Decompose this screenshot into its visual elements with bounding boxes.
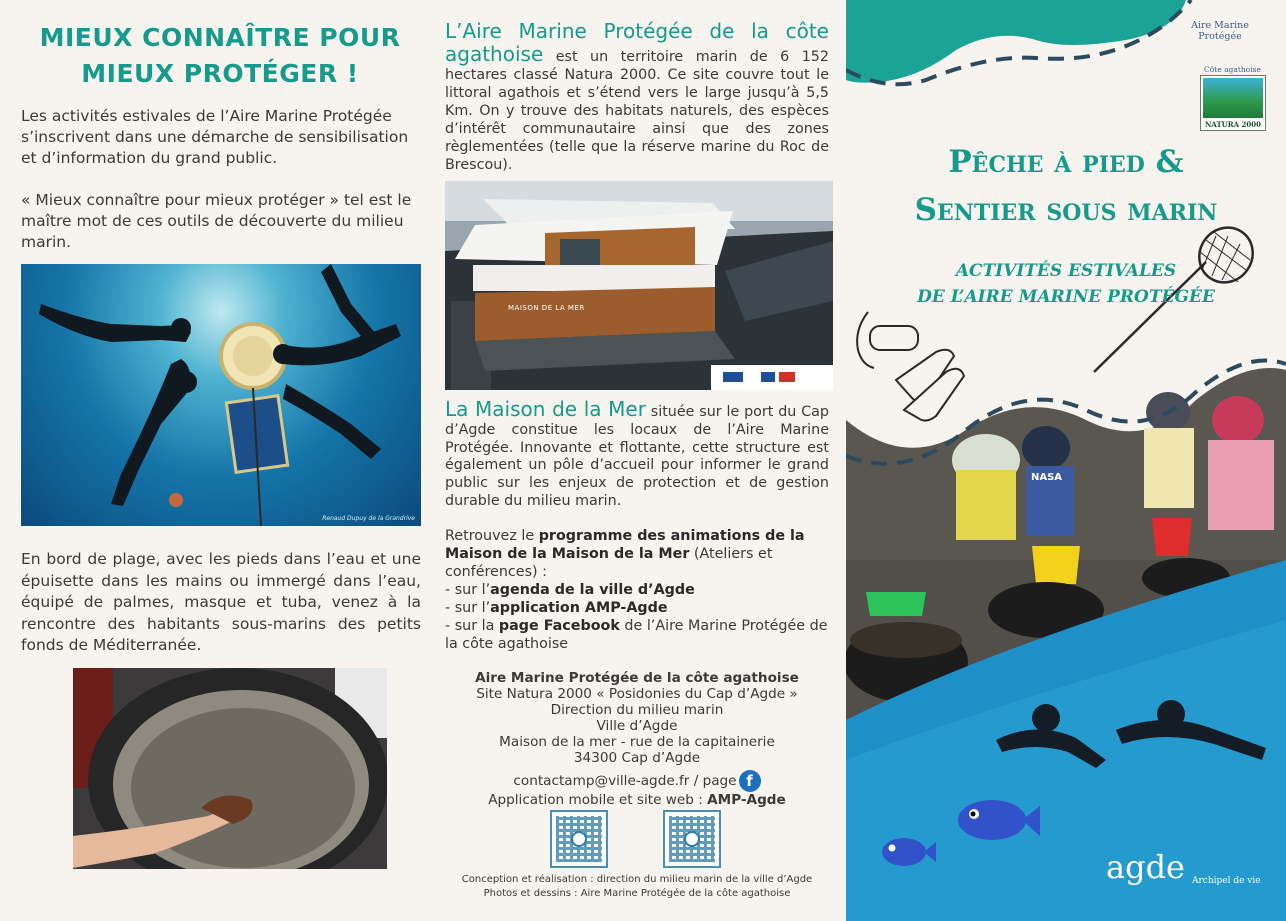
flippers-icon (896, 350, 964, 421)
photo-credit: Renaud Dupuy de la Grandrive (322, 515, 415, 522)
panel-middle (440, 0, 846, 921)
cote-agathoise-logo-text: Côte agathoise (1204, 65, 1261, 74)
bucket-illustration (73, 668, 387, 869)
contact-org: Aire Marine Protégée de la côte agathoise (475, 670, 799, 686)
app-name: AMP-Agde (707, 792, 786, 808)
divers-illustration (21, 264, 421, 526)
qr-center-logo (571, 831, 587, 847)
panel1-bottom-text: En bord de plage, avec les pieds dans l’eau et une épuisette dans les mains ou immergé dans l’eau, équipé de palmes, masque et tuba, venez à la rencontre des habitants sous-marins des petits fonds de Méditerranée. (21, 550, 421, 654)
qr-center-logo (684, 831, 700, 847)
program-text-1: Retrouvez le (445, 528, 539, 544)
contact-line-3: Ville d’Agde (596, 718, 678, 734)
cover-subtitle-line-2: DE L’AIRE MARINE PROTÉGÉE (917, 287, 1215, 307)
panel-left (0, 0, 440, 921)
panel1-intro (21, 106, 421, 253)
intro-paragraph-2: « Mieux connaître pour mieux protéger » tel est le maître mot de ces outils de découverte du milieu marin. (21, 191, 412, 251)
panel1-title: MIEUX CONNAÎTRE POUR MIEUX PROTÉGER ! (39, 23, 401, 88)
intro-paragraph-1: Les activités estivales de l’Aire Marine Protégée s’inscrivent dans une démarche de sensibilisation et d’information du grand public. (21, 107, 409, 167)
amp-description (445, 20, 829, 174)
agde-tagline: Archipel de vie (1192, 876, 1261, 886)
divers-photo (21, 264, 421, 526)
credits-line-2: Photos et dessins : Aire Marine Protégée de la côte agathoise (483, 888, 791, 899)
natura-2000-label: NATURA 2000 (1205, 120, 1261, 129)
cap-nasa-text: NASA (1031, 472, 1063, 483)
contact-line-5: 34300 Cap d’Agde (573, 750, 701, 766)
snorkel-mask-icon (857, 312, 918, 368)
amp-lead-text: L’Aire Marine Protégée de la côte agathoise (445, 19, 829, 66)
bucket-photo (73, 668, 387, 869)
credits (445, 873, 829, 901)
cover-subtitle-line-1: ACTIVITÉS ESTIVALES (955, 261, 1177, 281)
facebook-icon[interactable]: f (739, 770, 761, 792)
list-item-facebook: page Facebook (498, 618, 620, 634)
contact-line-4: Maison de la mer - rue de la capitainerie (499, 734, 775, 750)
app-label: Application mobile et site web : (488, 792, 708, 808)
program-text-2: programme des animations de la Maison de la Maison de la Mer (445, 528, 805, 562)
contact-email[interactable]: contactamp@ville-agde.fr / page (513, 773, 737, 789)
natura-2000-logo (1200, 75, 1266, 131)
contact-email-line (445, 770, 829, 792)
cover-title (846, 138, 1286, 234)
panel-cover (846, 0, 1286, 921)
contact-line-2: Direction du milieu marin (550, 702, 724, 718)
maison-de-la-mer-photo (445, 181, 833, 390)
natura-2000-emblem (1203, 78, 1263, 118)
maison-body-text: située sur le port du Cap d’Agde constitue les locaux de l’Aire Marine Protégée. Innovante et flottante, cette structure est également un pôle d’accueil pour informer le grand public sur les enjeux de protection et de gestion durable du milieu marin. (445, 404, 829, 509)
list-item-agenda: agenda de la ville d’Agde (490, 582, 695, 598)
contact-block (445, 670, 829, 766)
amp-body-text: est un territoire marin de 6 152 hectares classé Natura 2000. Ce site couvre tout le littoral agathois et s’étend vers le large jusqu’à 5,5 Km. On y trouve des habitats naturels, des espèces d’intérêt communautaire ainsi que des zones règlementées (telle que la réserve marine du Roc de Brescou). (445, 49, 829, 173)
list-item-3-suffix: de l’Aire Marine Protégée de la côte agathoise (445, 618, 828, 652)
maison-lead-text: La Maison de la Mer (445, 397, 646, 421)
house-sign: MAISON DE LA MER (508, 304, 585, 312)
app-line (445, 792, 829, 808)
contact-line-1: Site Natura 2000 « Posidonies du Cap d’Agde » (476, 686, 798, 702)
house-illustration (445, 181, 833, 390)
program-info (445, 527, 829, 653)
cover-title-line-2: Sentier sous marin (914, 192, 1218, 228)
list-item-2-prefix: - sur l’ (445, 600, 491, 616)
maison-description (445, 398, 829, 511)
qr-code-icon[interactable] (663, 810, 721, 868)
qr-code-icon[interactable] (550, 810, 608, 868)
agde-logo: agde (1106, 848, 1185, 886)
list-item-3-prefix: - sur la (445, 618, 499, 634)
program-text-3: (Ateliers et conférences) : (445, 546, 773, 580)
cover-title-line-1: Pêche à pied & (948, 144, 1184, 180)
credits-line-1: Conception et réalisation : direction du milieu marin de la ville d’Agde (461, 874, 813, 885)
cover-subtitle (876, 258, 1256, 310)
list-item-app: application AMP-Agde (490, 600, 668, 616)
list-item-1-prefix: - sur l’ (445, 582, 491, 598)
amp-logo: Aire Marine Protégée (1191, 20, 1249, 42)
